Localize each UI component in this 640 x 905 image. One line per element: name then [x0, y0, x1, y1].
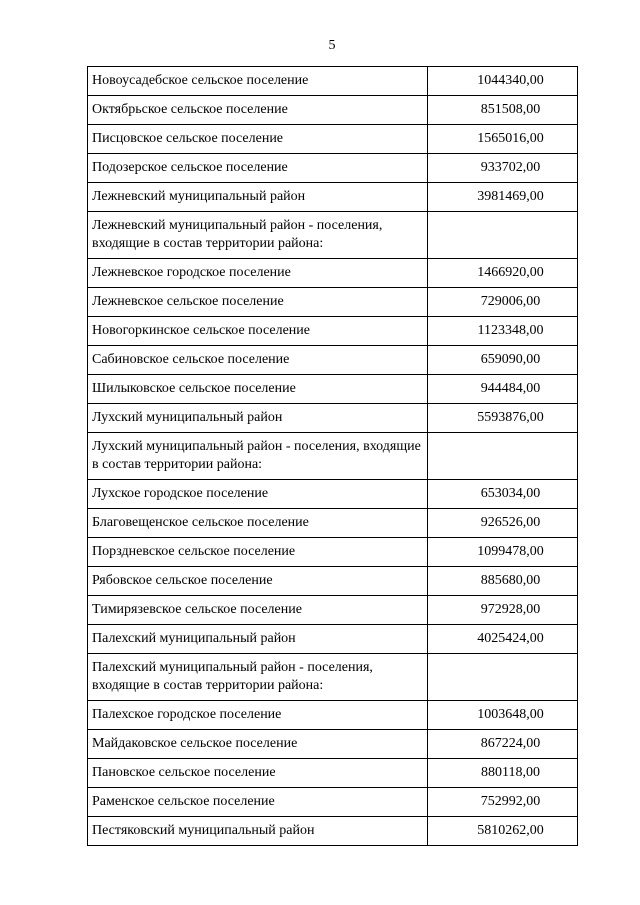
amount-value: 3981469,00: [428, 183, 578, 212]
amount-value: 5593876,00: [428, 404, 578, 433]
amount-value: 752992,00: [428, 788, 578, 817]
municipality-name: Лухский муниципальный район: [88, 404, 428, 433]
municipality-name: Пановское сельское поселение: [88, 759, 428, 788]
municipality-name: Лежневское сельское поселение: [88, 288, 428, 317]
municipality-name: Лежневский муниципальный район - поселения, входящие в состав территории района:: [88, 212, 428, 259]
municipality-name: Палехский муниципальный район - поселения, входящие в состав территории района:: [88, 654, 428, 701]
amount-value: 659090,00: [428, 346, 578, 375]
amount-value: 867224,00: [428, 730, 578, 759]
table-row: [88, 538, 578, 567]
table-row: [88, 654, 578, 701]
municipality-name: Тимирязевское сельское поселение: [88, 596, 428, 625]
amount-value: 1044340,00: [428, 67, 578, 96]
amount-value: 653034,00: [428, 480, 578, 509]
amount-value: 729006,00: [428, 288, 578, 317]
amount-value: 851508,00: [428, 96, 578, 125]
municipality-name: Подозерское сельское поселение: [88, 154, 428, 183]
amount-value: 1003648,00: [428, 701, 578, 730]
table-row: [88, 125, 578, 154]
table-row: [88, 701, 578, 730]
amount-value: 1565016,00: [428, 125, 578, 154]
amount-value: 1123348,00: [428, 317, 578, 346]
table-row: [88, 212, 578, 259]
amount-value: 1099478,00: [428, 538, 578, 567]
municipality-name: Новогоркинское сельское поселение: [88, 317, 428, 346]
municipality-name: Октябрьское сельское поселение: [88, 96, 428, 125]
amount-value: [428, 212, 578, 259]
table-row: [88, 759, 578, 788]
municipality-name: Рябовское сельское поселение: [88, 567, 428, 596]
table-row: [88, 183, 578, 212]
amount-value: 933702,00: [428, 154, 578, 183]
amount-value: 1466920,00: [428, 259, 578, 288]
amount-value: 5810262,00: [428, 817, 578, 846]
municipality-name: Лежневское городское поселение: [88, 259, 428, 288]
table-row: [88, 480, 578, 509]
table-row: [88, 596, 578, 625]
municipality-name: Лухское городское поселение: [88, 480, 428, 509]
budget-table: [87, 66, 578, 846]
municipality-name: Лежневский муниципальный район: [88, 183, 428, 212]
amount-value: 885680,00: [428, 567, 578, 596]
municipality-name: Писцовское сельское поселение: [88, 125, 428, 154]
table-row: [88, 625, 578, 654]
municipality-name: Палехский муниципальный район: [88, 625, 428, 654]
amount-value: 972928,00: [428, 596, 578, 625]
table-row: [88, 404, 578, 433]
municipality-name: Пестяковский муниципальный район: [88, 817, 428, 846]
table-row: [88, 567, 578, 596]
table-row: [88, 317, 578, 346]
municipality-name: Порздневское сельское поселение: [88, 538, 428, 567]
table-row: [88, 509, 578, 538]
amount-value: 944484,00: [428, 375, 578, 404]
municipality-name: Палехское городское поселение: [88, 701, 428, 730]
amount-value: 4025424,00: [428, 625, 578, 654]
table-row: [88, 346, 578, 375]
table-row: [88, 67, 578, 96]
amount-value: 926526,00: [428, 509, 578, 538]
municipality-name: Майдаковское сельское поселение: [88, 730, 428, 759]
budget-table-body: [88, 67, 578, 846]
municipality-name: Новоусадебское сельское поселение: [88, 67, 428, 96]
municipality-name: Шилыковское сельское поселение: [88, 375, 428, 404]
table-row: [88, 730, 578, 759]
table-row: [88, 817, 578, 846]
amount-value: [428, 433, 578, 480]
table-row: [88, 375, 578, 404]
table-row: [88, 788, 578, 817]
table-row: [88, 259, 578, 288]
municipality-name: Раменское сельское поселение: [88, 788, 428, 817]
page-number: 5: [328, 38, 336, 53]
amount-value: 880118,00: [428, 759, 578, 788]
municipality-name: Сабиновское сельское поселение: [88, 346, 428, 375]
table-row: [88, 154, 578, 183]
table-row: [88, 433, 578, 480]
municipality-name: Благовещенское сельское поселение: [88, 509, 428, 538]
municipality-name: Лухский муниципальный район - поселения, входящие в состав территории района:: [88, 433, 428, 480]
table-row: [88, 288, 578, 317]
table-row: [88, 96, 578, 125]
amount-value: [428, 654, 578, 701]
